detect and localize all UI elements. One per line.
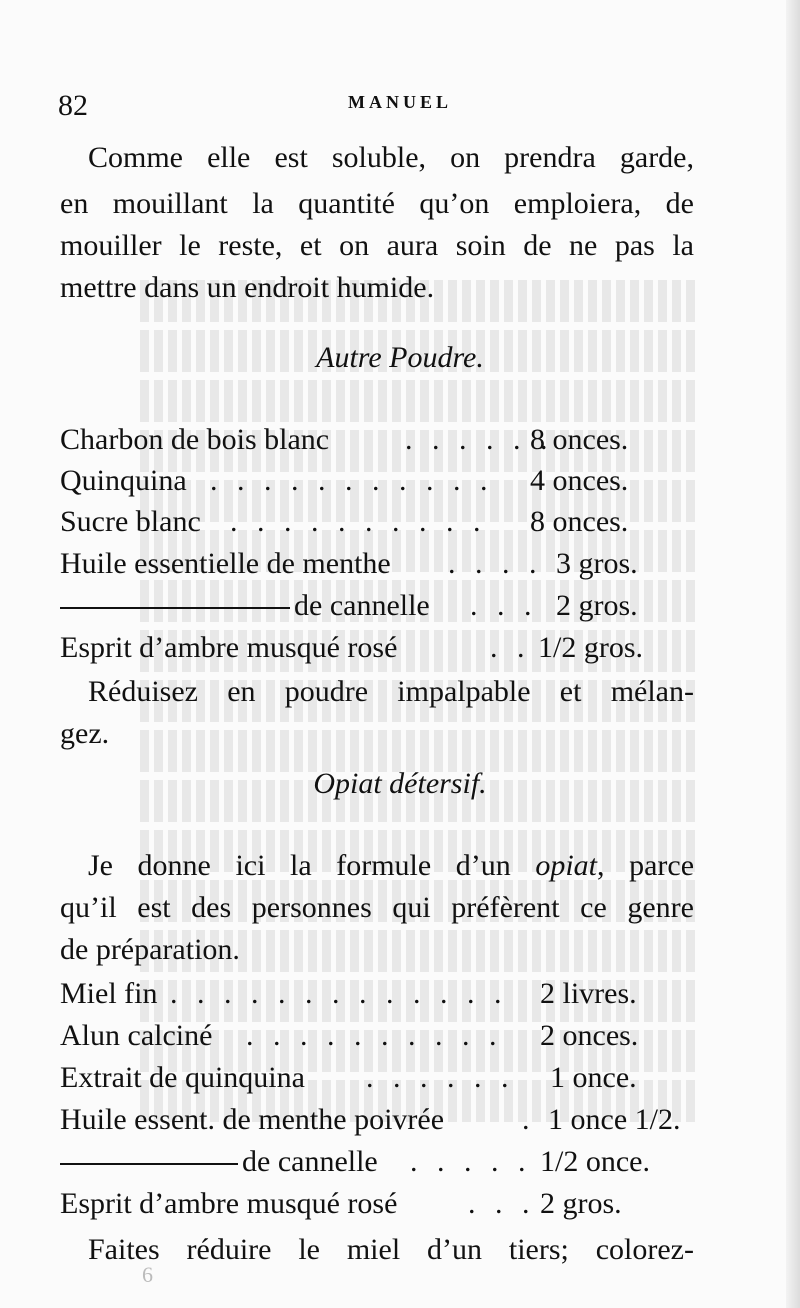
para4-line-1: Faites réduire le miel d’un tiers; colorez- [88, 1233, 694, 1266]
leader-dots: . . [490, 631, 531, 664]
para3-line-3: de préparation. [60, 933, 240, 966]
ingredient-name: Esprit d’ambre musqué rosé [60, 1187, 398, 1220]
ingredient-qty: 1/2 once. [540, 1145, 650, 1178]
ingredient-qty: 1 once. [550, 1061, 637, 1094]
leader-dots: . . . . . . . . . . [246, 1019, 503, 1052]
ingredient-qty: 2 gros. [540, 1187, 622, 1220]
ingredient-name: Charbon de bois blanc [60, 423, 330, 456]
leader-dots: . . . . . [410, 1145, 532, 1178]
ingredient-name: Quinquina [60, 464, 187, 497]
ingredient-name: de cannelle [60, 1142, 378, 1182]
ingredient-name: Esprit d’ambre musqué rosé [60, 631, 398, 664]
leader-dots: . . . . . . [366, 1061, 515, 1094]
para1-line-2: en mouillant la quantité qu’on emploiera, de [60, 187, 694, 220]
para1-line-1: Comme elle est soluble, on prendra garde, [88, 141, 694, 174]
ingredient-qty: 2 gros. [556, 589, 638, 622]
para3-line-1: Je donne ici la formule d’un opiat, parce [88, 849, 695, 882]
para2-line-2: gez. [60, 717, 110, 750]
para2-line-1: Réduisez en poudre impalpable et mélan- [88, 675, 694, 708]
ingredient-name: Huile essentielle de menthe [60, 547, 391, 580]
ingredient-qty: 8 onces. [530, 423, 629, 456]
ingredient-qty: 1/2 gros. [538, 631, 643, 664]
leader-dots: . . . . . . [405, 423, 554, 456]
ingredient-name: Alun calciné [60, 1019, 213, 1052]
ingredient-name: de cannelle [60, 586, 430, 626]
leader-dots: . . . [468, 1187, 536, 1220]
leader-dots: . . . . [448, 547, 543, 580]
page-edge-shadow [786, 0, 800, 1308]
ingredient-name: Sucre blanc [60, 505, 201, 538]
ingredient-qty: 2 onces. [540, 1019, 639, 1052]
ingredient-name: Extrait de quinquina [60, 1061, 305, 1094]
ingredient-qty: 4 onces. [530, 464, 629, 497]
ingredient-qty: 2 livres. [540, 977, 637, 1010]
section-title-autre-poudre: Autre Poudre. [316, 341, 484, 374]
signature-mark: 6 [142, 1262, 153, 1287]
ingredient-qty: 1 once 1/2. [548, 1103, 681, 1136]
leader-dots: . . . . . . . . . . [230, 505, 487, 538]
leader-dots: . [522, 1103, 536, 1136]
running-head: MANUEL [348, 92, 452, 112]
leader-dots: . . . . . . . . . . . . . [170, 977, 508, 1010]
leader-dots: . . . [470, 589, 538, 622]
para3-line-2: qu’il est des personnes qui préfèrent ce genre [60, 891, 694, 924]
ditto-dash [60, 1163, 238, 1165]
section-title-opiat-detersif: Opiat détersif. [313, 767, 487, 800]
ingredient-qty: 8 onces. [530, 505, 629, 538]
para1-line-4: mettre dans un endroit humide. [60, 271, 435, 304]
page-number: 82 [58, 89, 88, 122]
ingredient-qty: 3 gros. [556, 547, 638, 580]
ingredient-name: Huile essent. de menthe poivrée [60, 1103, 445, 1136]
para1-line-3: mouiller le reste, et on aura soin de ne pas la [60, 229, 694, 262]
leader-dots: . . . . . . . . . . . [210, 464, 494, 497]
ditto-dash [60, 607, 290, 609]
ingredient-name: Miel fin [60, 977, 158, 1010]
